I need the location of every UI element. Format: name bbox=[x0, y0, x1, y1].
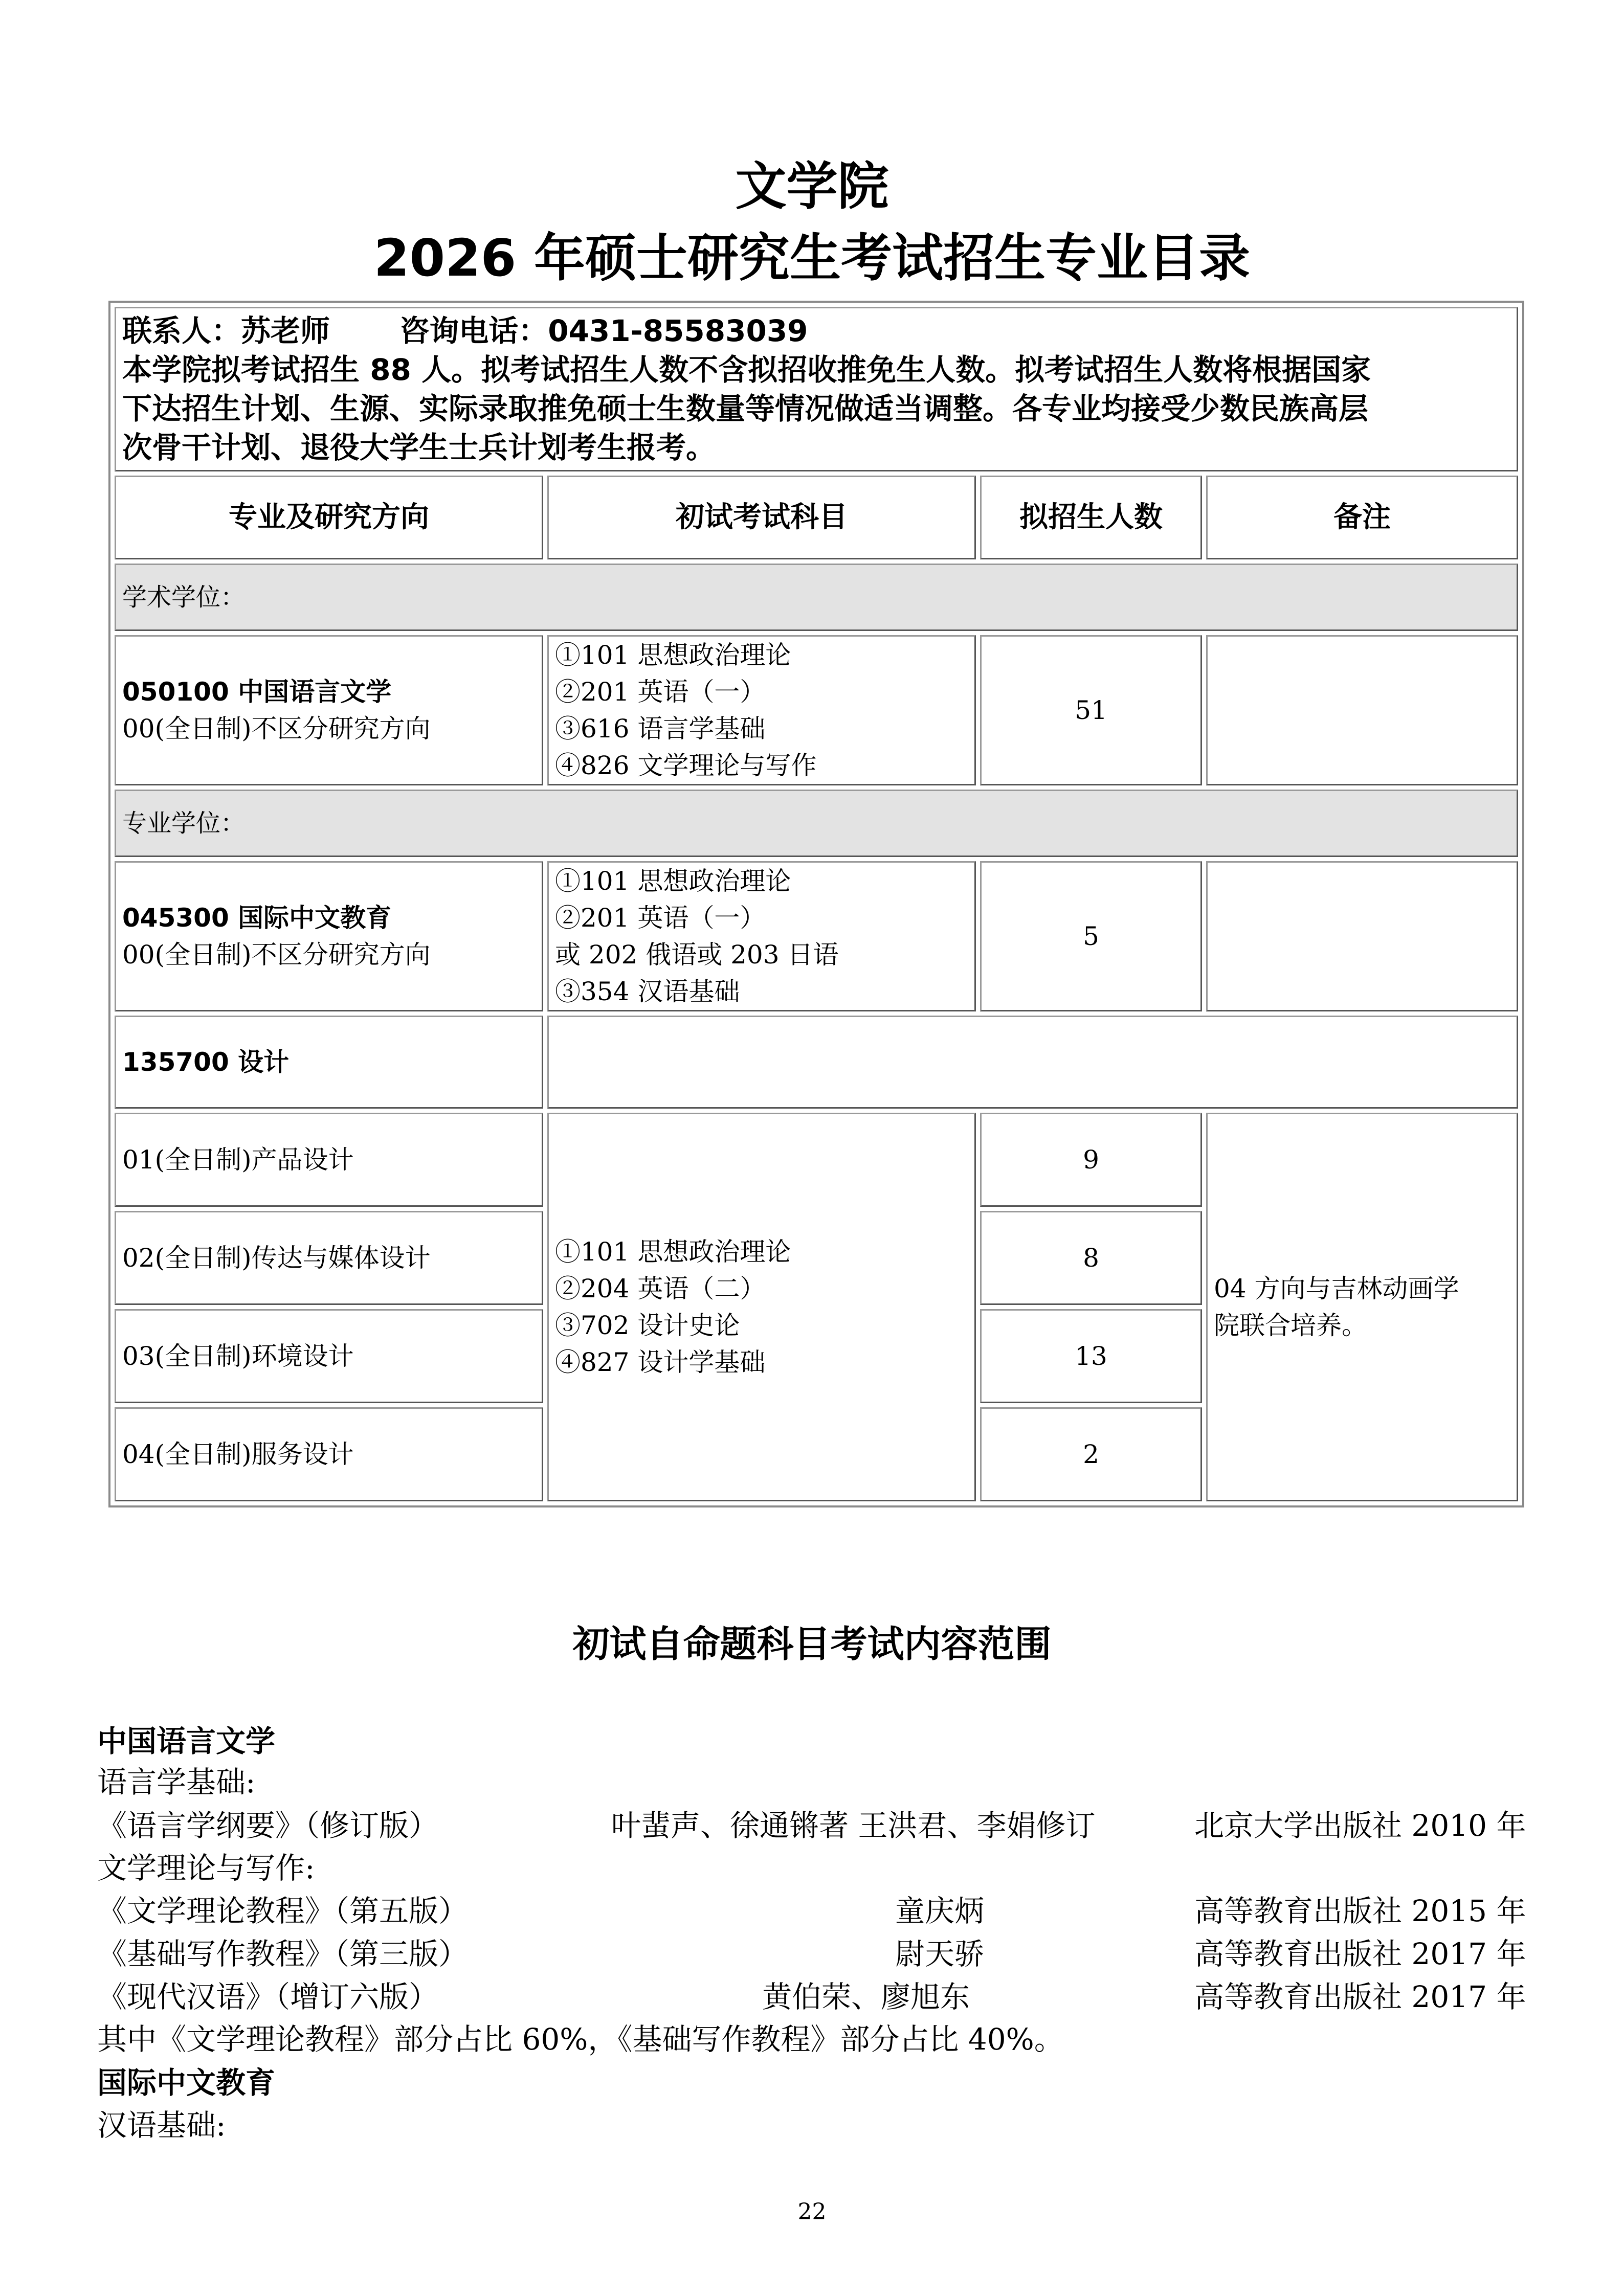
book-author-4: 黄伯荣、廖旭东 bbox=[762, 1979, 970, 2014]
design-subject: ④827 设计学基础 bbox=[555, 1347, 766, 1377]
academic-direction: 00(全日制)不区分研究方向 bbox=[122, 714, 431, 744]
design-quota: 8 bbox=[980, 1211, 1202, 1305]
academic-quota: 51 bbox=[980, 635, 1202, 785]
design-quota: 9 bbox=[980, 1113, 1202, 1207]
design-major-name: 135700 设计 bbox=[122, 1047, 290, 1077]
book-publisher-1: 北京大学出版社 2010 年 bbox=[1194, 1808, 1526, 1843]
design-subjects-cell bbox=[547, 1113, 976, 1501]
scope-title: 初试自命题科目考试内容范围 bbox=[572, 1623, 1052, 1665]
catalog-table bbox=[108, 301, 1524, 1507]
professional-subject: ②201 英语（一） bbox=[555, 903, 766, 933]
page-title-college: 文学院 bbox=[735, 156, 889, 216]
scope-subject-1: 语言学基础: bbox=[97, 1765, 256, 1799]
design-subject: ①101 思想政治理论 bbox=[555, 1237, 791, 1267]
book-publisher-4: 高等教育出版社 2017 年 bbox=[1194, 1979, 1526, 2014]
section-academic: 学术学位： bbox=[115, 564, 1518, 631]
page-title-catalog: 2026 年硕士研究生考试招生专业目录 bbox=[373, 228, 1251, 288]
scope-note: 其中《文学理论教程》部分占比 60%，《基础写作教程》部分占比 40%。 bbox=[97, 2022, 1064, 2057]
book-title-3: 《基础写作教程》（第三版） bbox=[97, 1937, 469, 1971]
book-publisher-3: 高等教育出版社 2017 年 bbox=[1194, 1937, 1526, 1971]
book-publisher-2: 高等教育出版社 2015 年 bbox=[1194, 1894, 1526, 1928]
academic-subjects-cell bbox=[547, 635, 976, 785]
book-title-2: 《文学理论教程》（第五版） bbox=[97, 1894, 469, 1928]
design-subject: ③702 设计史论 bbox=[555, 1311, 740, 1340]
design-direction: 01(全日制)产品设计 bbox=[115, 1113, 543, 1207]
design-blank-cell bbox=[547, 1016, 1518, 1109]
book-title-4: 《现代汉语》（增订六版） bbox=[97, 1979, 439, 2014]
professional-quota: 5 bbox=[980, 861, 1202, 1011]
header-quota: 拟招生人数 bbox=[980, 476, 1202, 559]
academic-remark bbox=[1206, 635, 1518, 785]
header-remark: 备注 bbox=[1206, 476, 1518, 559]
academic-subject: ②201 英语（一） bbox=[555, 677, 766, 707]
design-direction: 04(全日制)服务设计 bbox=[115, 1407, 543, 1501]
book-author-3: 尉天骄 bbox=[895, 1937, 985, 1971]
professional-subject: ①101 思想政治理论 bbox=[555, 866, 791, 896]
design-direction: 02(全日制)传达与媒体设计 bbox=[115, 1211, 543, 1305]
academic-major-cell bbox=[115, 635, 543, 785]
header-exam: 初试考试科目 bbox=[547, 476, 976, 559]
professional-remark bbox=[1206, 861, 1518, 1011]
design-remark-line: 04 方向与吉林动画学 bbox=[1214, 1274, 1459, 1303]
scope-subject-2: 文学理论与写作: bbox=[97, 1851, 315, 1885]
contact-info bbox=[115, 307, 1518, 471]
contact-line: 联系人：苏老师 咨询电话：0431-85583039 bbox=[122, 313, 808, 348]
book-title-1: 《语言学纲要》（修订版） bbox=[97, 1808, 439, 1843]
academic-subject: ①101 思想政治理论 bbox=[555, 640, 791, 670]
header-major: 专业及研究方向 bbox=[115, 476, 543, 559]
design-remark-line: 院联合培养。 bbox=[1214, 1311, 1367, 1340]
design-major-cell bbox=[115, 1016, 543, 1109]
academic-subject: ④826 文学理论与写作 bbox=[555, 751, 817, 780]
design-remark-cell bbox=[1206, 1113, 1518, 1501]
design-direction: 03(全日制)环境设计 bbox=[115, 1309, 543, 1403]
book-author-2: 童庆炳 bbox=[895, 1894, 985, 1928]
design-subject: ②204 英语（二） bbox=[555, 1274, 766, 1303]
scope-subject-3: 汉语基础: bbox=[97, 2108, 226, 2143]
section-professional: 专业学位： bbox=[115, 790, 1518, 857]
scope-major-2: 国际中文教育 bbox=[97, 2065, 276, 2100]
scope-major-1: 中国语言文学 bbox=[97, 1724, 276, 1759]
design-quota: 13 bbox=[980, 1309, 1202, 1403]
professional-major-name: 045300 国际中文教育 bbox=[122, 903, 392, 933]
professional-subject: ③354 汉语基础 bbox=[555, 977, 740, 1006]
professional-direction: 00(全日制)不区分研究方向 bbox=[122, 940, 431, 970]
academic-major-name: 050100 中国语言文学 bbox=[122, 677, 392, 707]
professional-major-cell bbox=[115, 861, 543, 1011]
professional-subjects-cell bbox=[547, 861, 976, 1011]
design-quota: 2 bbox=[980, 1407, 1202, 1501]
professional-subject: 或 202 俄语或 203 日语 bbox=[555, 940, 839, 970]
info-line-2: 本学院拟考试招生 88 人。拟考试招生人数不含拟招收推免生人数。拟考试招生人数将根据国家 bbox=[122, 352, 1371, 387]
book-author-1: 叶蜚声、徐通锵著 王洪君、李娟修订 bbox=[611, 1808, 1096, 1843]
page-number: 22 bbox=[797, 2199, 827, 2225]
academic-subject: ③616 语言学基础 bbox=[555, 714, 766, 744]
info-line-3: 下达招生计划、生源、实际录取推免硕士生数量等情况做适当调整。各专业均接受少数民族高层 bbox=[122, 391, 1369, 426]
info-line-4: 次骨干计划、退役大学生士兵计划考生报考。 bbox=[122, 430, 716, 465]
